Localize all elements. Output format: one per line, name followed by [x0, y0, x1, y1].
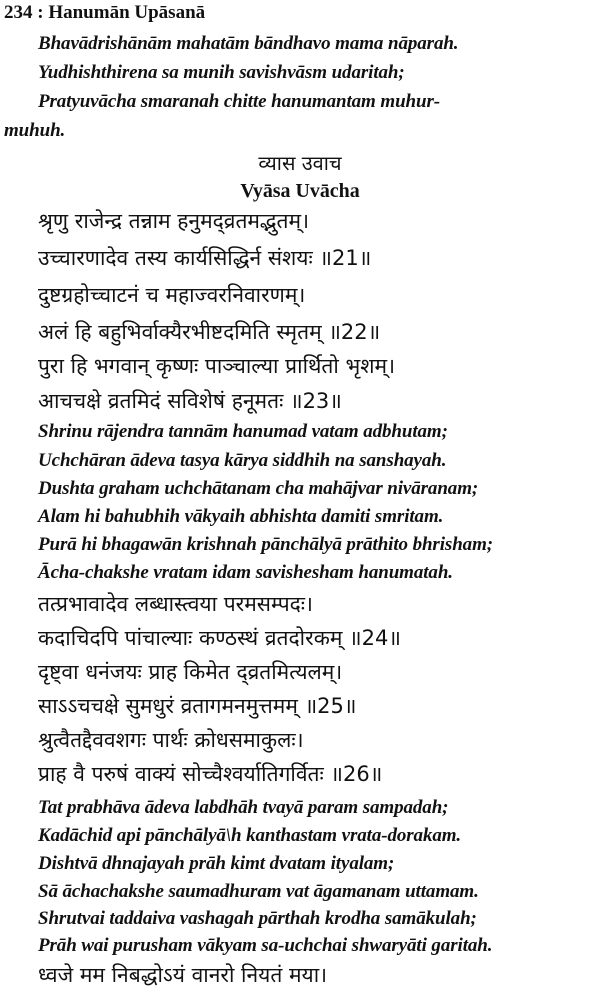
devanagari-verse-line: साऽऽचचक्षे सुमधुरं व्रतागमनमुत्तमम् ॥25॥: [38, 694, 357, 718]
roman-verse-line: Purā hi bhagawān krishnah pānchālyā prāthito bhrisham;: [38, 534, 493, 555]
roman-verse-line: Alam hi bahubhih vākyaih abhishta damiti smritam.: [38, 506, 444, 527]
roman-verse-line: Kadāchid api pānchālyā\h kanthastam vrata-dorakam.: [38, 825, 462, 846]
devanagari-verse-line: श्रृणु राजेन्द्र तन्नाम हनुमद्व्रतमद्भुतम्।: [38, 209, 310, 233]
roman-verse-line: Prāh wai purusham vākyam sa-uchchai shwaryāti garitah.: [38, 935, 493, 956]
intro-verse-line-1: Bhavādrishānām mahatām bāndhavo mama nāparah.: [38, 33, 459, 54]
devanagari-verse-line: तत्प्रभावादेव लब्धास्त्वया परमसम्पदः।: [38, 592, 313, 616]
roman-verse-line: Uchchāran ādeva tasya kārya siddhih na sanshayah.: [38, 450, 447, 471]
devanagari-verse-line: अलं हि बहुभिर्वाक्यैरभीष्टदमिति स्मृतम् ॥22॥: [38, 320, 381, 344]
devanagari-verse-line: दृष्ट्वा धनंजयः प्राह किमेत द्व्रतमित्यलम्।: [38, 660, 343, 684]
devanagari-verse-line: कदाचिदपि पांचाल्याः कण्ठस्थं व्रतदोरकम् ॥24॥: [38, 626, 401, 650]
intro-verse-line-3: Pratyuvācha smaranah chitte hanumantam muhur-: [38, 91, 440, 112]
roman-verse-line: Dishtvā dhnajayah prāh kimt dvatam ityalam;: [38, 853, 395, 874]
devanagari-verse-line: आचचक्षे व्रतमिदं सविशेषं हनूमतः ॥23॥: [38, 389, 342, 413]
section-title-devanagari: व्यास उवाच: [258, 152, 342, 175]
roman-verse-line: Shrutvai taddaiva vashagah pārthah krodha samākulah;: [38, 908, 477, 929]
devanagari-verse-line: ध्वजे मम निबद्धोऽयं वानरो नियतं मया।: [38, 963, 328, 987]
roman-verse-line: Shrinu rājendra tannām hanumad vatam adbhutam;: [38, 421, 448, 442]
section-title-roman: Vyāsa Uvācha: [240, 180, 360, 202]
roman-verse-line: Tat prabhāva ādeva labdhāh tvayā param sampadah;: [38, 797, 449, 818]
devanagari-verse-line: दुष्टग्रहोच्चाटनं च महाज्वरनिवारणम्।: [38, 283, 306, 307]
intro-verse-line-4: muhuh.: [4, 120, 66, 141]
roman-verse-line: Dushta graham uchchātanam cha mahājvar nivāranam;: [38, 478, 479, 499]
roman-verse-line: Ācha-chakshe vratam idam savishesham hanumatah.: [38, 562, 453, 583]
devanagari-verse-line: श्रुत्वैतद्दैववशगः पार्थः क्रोधसमाकुलः।: [38, 728, 304, 752]
devanagari-verse-line: उच्चारणादेव तस्य कार्यसिद्धिर्न संशयः ॥21॥: [38, 246, 372, 270]
intro-verse-line-2: Yudhishthirena sa munih savishvāsm udaritah;: [38, 62, 405, 83]
devanagari-verse-line: प्राह वै परुषं वाक्यं सोच्चैश्वर्यातिगर्वितः ॥26॥: [38, 762, 383, 786]
devanagari-verse-line: पुरा हि भगवान् कृष्णः पाञ्चाल्या प्रार्थितो भृशम्।: [38, 354, 396, 378]
running-header: 234 : Hanumān Upāsanā: [4, 2, 206, 23]
roman-verse-line: Sā āchachakshe saumadhuram vat āgamanam uttamam.: [38, 881, 479, 902]
